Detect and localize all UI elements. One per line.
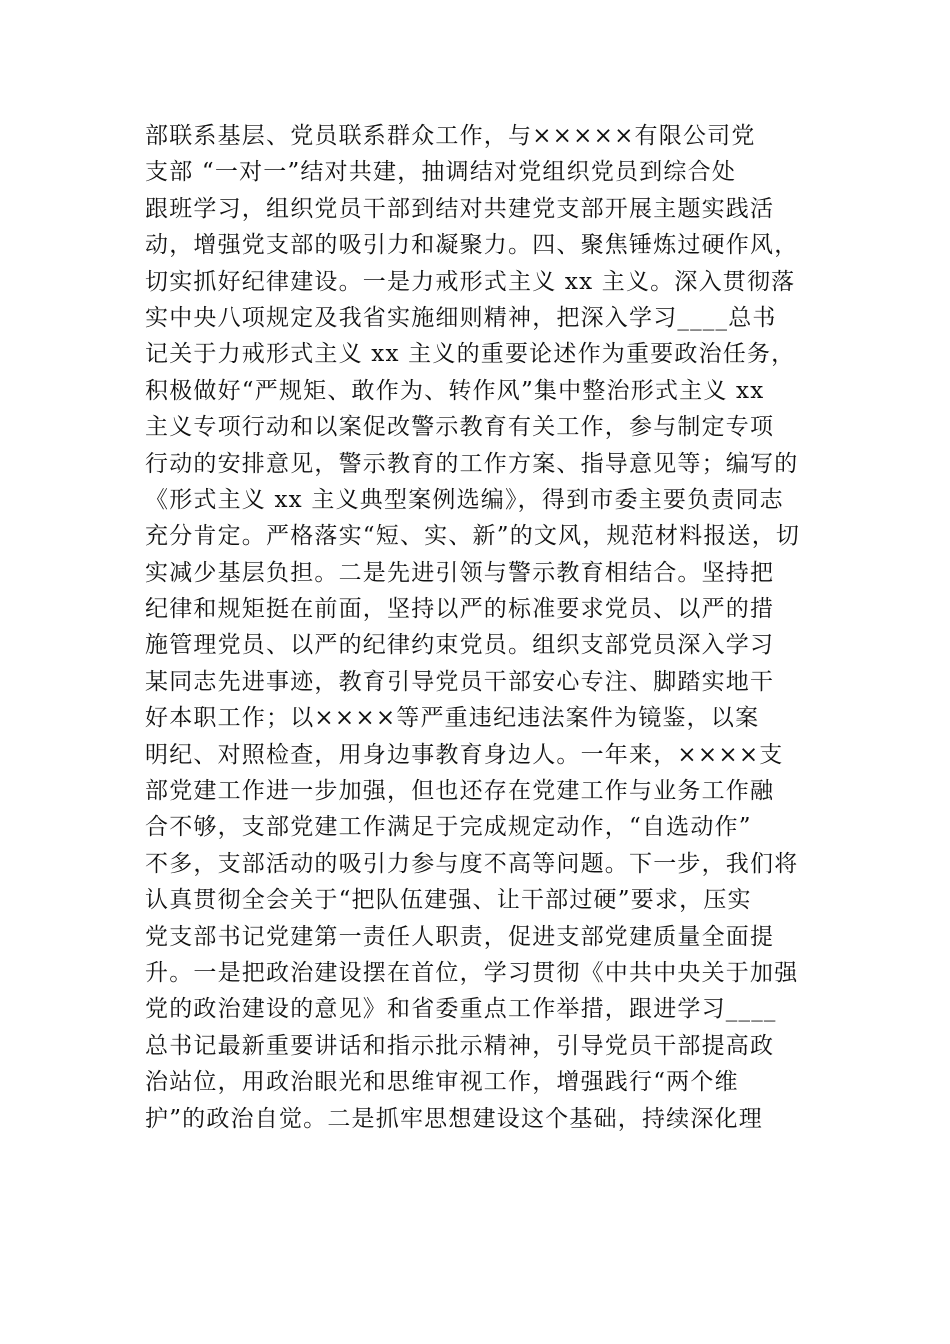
body-text: [145, 118, 815, 1137]
text-line: 不多，支部活动的吸引力参与度不高等问题。下一步，我们将: [145, 850, 799, 877]
text-line: 支部 “一对一”结对共建，抽调结对党组织党员到综合处: [145, 159, 737, 186]
text-line: 纪律和规矩挺在前面，坚持以严的标准要求党员、以严的措: [145, 596, 775, 623]
text-line: 党的政治建设的意见》和省委重点工作举措，跟进学习____: [145, 996, 777, 1023]
text-line: 认真贯彻全会关于“把队伍建强、让干部过硬”要求，压实: [145, 887, 752, 914]
text-line: 积极做好“严规矩、敢作为、转作风”集中整治形式主义 xx: [145, 377, 765, 404]
text-line: 明纪、对照检查，用身边事教育身边人。一年来，××××支: [145, 741, 784, 768]
text-line: 总书记最新重要讲话和指示批示精神，引导党员干部提高政: [145, 1032, 775, 1059]
text-line: 《形式主义 xx 主义典型案例选编》，得到市委主要负责同志: [145, 486, 784, 513]
text-line: 切实抓好纪律建设。一是力戒形式主义 xx 主义。深入贯彻落: [145, 268, 796, 295]
text-line: 部联系基层、党员联系群众工作，与×××××有限公司党: [145, 123, 756, 149]
text-line: 好本职工作；以××××等严重违纪违法案件为镜鉴，以案: [145, 705, 760, 732]
text-line: 某同志先进事迹，教育引导党员干部安心专注、脚踏实地干: [145, 668, 775, 695]
text-line: 升。一是把政治建设摆在首位，学习贯彻《中共中央关于加强: [145, 959, 799, 986]
text-line: 合不够，支部党建工作满足于完成规定动作，“自选动作”: [145, 814, 752, 841]
text-line: 部党建工作进一步加强，但也还存在党建工作与业务工作融: [145, 778, 775, 805]
text-line: 记关于力戒形式主义 xx 主义的重要论述作为重要政治任务，: [145, 341, 796, 368]
text-line: 跟班学习，组织党员干部到结对共建党支部开展主题实践活: [145, 195, 775, 222]
text-line: 行动的安排意见，警示教育的工作方案、指导意见等；编写的: [145, 450, 799, 477]
text-line: 护”的政治自觉。二是抓牢思想建设这个基础，持续深化理: [145, 1105, 763, 1132]
text-line: 施管理党员、以严的纪律约束党员。组织支部党员深入学习: [145, 632, 775, 659]
text-line: 动，增强党支部的吸引力和凝聚力。四、聚焦锤炼过硬作风，: [145, 232, 799, 259]
text-line: 党支部书记党建第一责任人职责，促进支部党建质量全面提: [145, 923, 775, 950]
text-line: 主义专项行动和以案促改警示教育有关工作，参与制定专项: [145, 414, 775, 441]
text-line: 实减少基层负担。二是先进引领与警示教育相结合。坚持把: [145, 559, 775, 586]
text-line: 充分肯定。严格落实“短、实、新”的文风，规范材料报送，切: [145, 523, 801, 550]
text-line: 治站位，用政治眼光和思维审视工作，增强践行“两个维: [145, 1069, 739, 1096]
text-line: 实中央八项规定及我省实施细则精神，把深入学习____总书: [145, 304, 777, 331]
